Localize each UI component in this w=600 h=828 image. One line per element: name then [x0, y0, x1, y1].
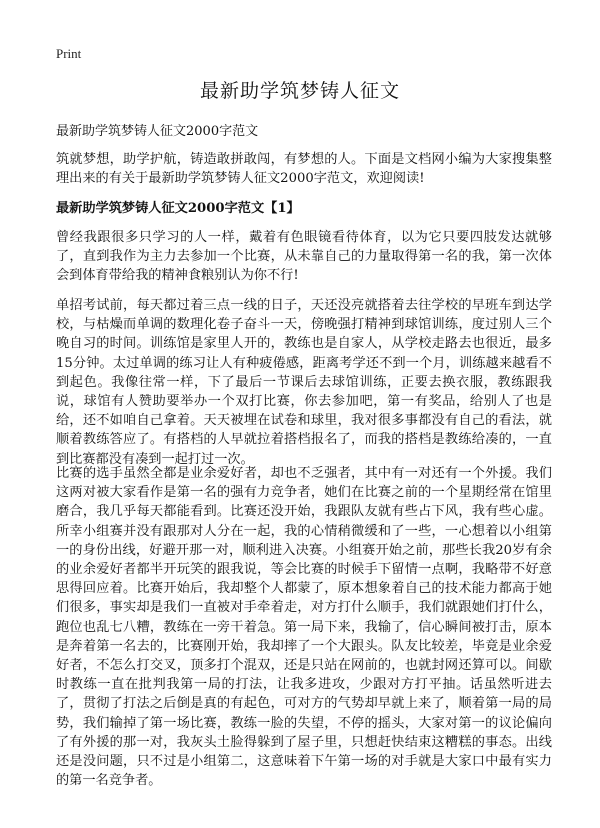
section-heading: 最新助学筑梦铸人征文2000字范文【1】	[56, 201, 300, 216]
intro-paragraph: 筑就梦想，助学护航，铸造敢拼敢闯，有梦想的人。下面是文档网小编为大家搜集整理出来的有关于最新助学筑梦铸人征文2000字范文，欢迎阅读!	[56, 152, 552, 187]
print-link[interactable]: Print	[56, 46, 82, 61]
body-paragraph: 单招考试前，每天都过着三点一线的日子，天还没亮就搭着去往学校的早班车到达学校，与枯燥而单调的数理化卷子奋斗一天，傍晚强打精神到球馆训练，度过别人三个晚自习的时间。训练馆是家里人开的，教练也是自家人，从学校走路去也很近，最多15分钟。太过单调的练习让人有种疲倦感，距离考学还不到一个月，训练越来越看不到起色。我像往常一样，下了最后一节课后去球馆训练，正要去换衣服，教练跟我说，球馆有人赞助要举办一个双打比赛，你去参加吧，第一有奖品，给别人了也是给，还不如咱自己拿着。天天被埋在试卷和球里，我对很多事都没有自己的看法，就顺着教练答应了。有搭档的人早就拉着搭档报名了，而我的搭档是教练给凑的，一直到比赛都没有凑到一起打过一次。	[56, 298, 552, 467]
body-paragraph: 比赛的选手虽然全都是业余爱好者，却也不乏强者，其中有一对还有一个外援。我们这两对被大家看作是第一名的强有力竞争者，她们在比赛之前的一个星期经常在馆里磨合，我几乎每天都能看到。比赛还没开始，我跟队友就有些占下风，我有些心虚。所幸小组赛并没有跟那对人分在一起，我的心情稍微缓和了一些，一心想着以小组第一的身份出线，好避开那一对，顺利进入决赛。小组赛开始之前，那些长我20岁有余的业余爱好者都半开玩笑的跟我说，等会比赛的时候手下留情一点啊，我略带不好意思得回应着。比赛开始后，我却整个人都蒙了，原本想象着自己的技术能力都高于她们很多，事实却是我们一直被对手牵着走，对方打什么顺手，我们就跟她们打什么，跑位也乱七八糟，教练在一旁干着急。第一局下来，我输了，信心瞬间被打击，原本是奔着第一名去的，比赛刚开始，我却摔了一个大跟头。队友比较差，毕竟是业余爱好者，不怎么打交叉，顶多打个混双，还是只站在网前的，也就封网还算可以。间歇时教练一直在批判我第一局的打法，让我多进攻，少跟对方打平抽。话虽然听进去了，贯彻了打法之后倒是真的有起色，可对方的气势却早就上来了，顺着第一局的局势，我们输掉了第一场比赛，教练一脸的失望，不停的摇头，大家对第一的议论偏向了有外援的那一对，我灰头土脸得躲到了屋子里，只想赶快结束这糟糕的事态。出线还是没问题，只不过是小组第二，这意味着下午第一场的对手就是大家口中最有实力的第一名竞争者。	[56, 466, 552, 789]
document-title: 最新助学筑梦铸人征文	[199, 80, 400, 102]
body-paragraph: 曾经我跟很多只学习的人一样，戴着有色眼镜看待体育，以为它只要四肢发达就够了，直到我作为主力去参加一个比赛，从未靠自己的力量取得第一名的我，第一次体会到体育带给我的精神食粮别认为你不行!	[56, 230, 552, 284]
document-subtitle: 最新助学筑梦铸人征文2000字范文	[56, 124, 259, 139]
